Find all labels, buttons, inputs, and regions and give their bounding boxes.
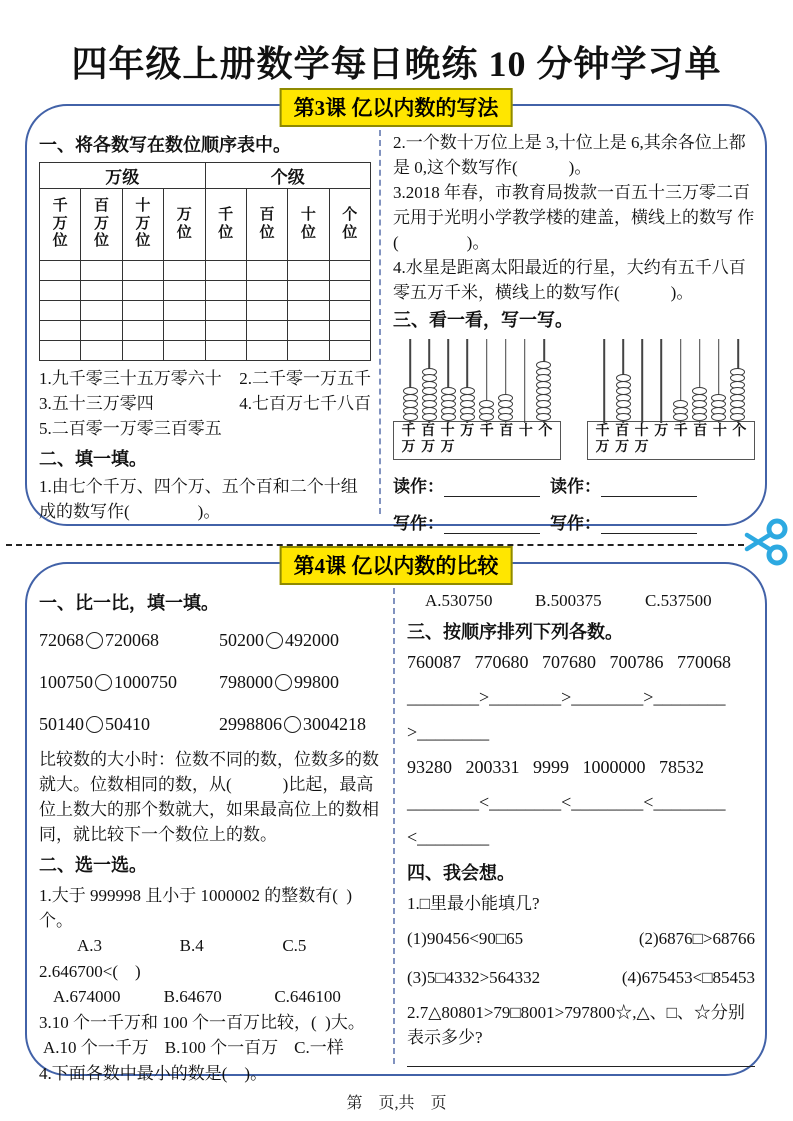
answer-line [407, 1066, 755, 1067]
lesson3-right-column [381, 130, 755, 534]
abacus-rod-label: 万 [654, 424, 669, 439]
lesson4-panel [25, 554, 767, 1083]
abacus-rod [711, 339, 727, 421]
option: A.3 [77, 936, 103, 955]
abacus-rod-label: 百 [693, 424, 708, 439]
lesson3-section3-title: 三、看一看，写一写。 [393, 310, 573, 330]
answer-blank [601, 517, 697, 534]
choice-4-options [407, 588, 755, 614]
abacus-bead [536, 413, 551, 421]
fill-item-4: 4.水星是距离太阳最近的行星，大约有五千八百零五万千米，横线上的数写作( )。 [393, 258, 746, 302]
write-label: 写作： [393, 514, 444, 534]
compare-pair: 2998806 3004218 [219, 714, 366, 734]
option: B.64670 [163, 987, 222, 1006]
abacus-rod-label: 百 [499, 424, 514, 439]
compare-pair: 50200 492000 [219, 630, 339, 650]
compare-pair: 50140 50410 [39, 714, 150, 734]
option: B.500375 [535, 591, 602, 610]
lesson4-section4-title: 四、我会想。 [407, 863, 515, 883]
fill-item-1: 1.由七个千万、四个万、五个百和二个十组成的数写作( )。 [39, 477, 358, 521]
abacus-bead [692, 413, 707, 421]
compare-pair: 72068 720068 [39, 630, 159, 650]
abacus-rod-label: 个 [538, 424, 553, 439]
abacus-rod [479, 339, 495, 421]
abacus-rod [692, 339, 708, 421]
abacus-rod-label: 百万 [615, 424, 630, 456]
abacus-rod-label: 个 [732, 424, 747, 439]
option: A.10 个一千万 [43, 1038, 149, 1057]
fill-item-2: 2.一个数十万位上是 3,十位上是 6,其余各位上都是 0,这个数写作( )。 [393, 133, 746, 177]
option: B.4 [179, 936, 204, 955]
order-blanks-2a: ________<________<________<________ [407, 792, 726, 812]
write-items-row3: 5.二百零一万零三百零五 [39, 419, 222, 438]
choice-1-options [39, 933, 385, 959]
abacus-rod [498, 339, 514, 421]
abacus-bead [498, 413, 513, 421]
abacus-row [393, 339, 755, 460]
think-1: 1.□里最小能填几? [407, 894, 540, 913]
table-empty-row [40, 261, 371, 281]
lesson3-header: 第3课 亿以内数的写法 [280, 88, 513, 127]
abacus-rod [517, 339, 533, 421]
abacus-rod-label: 万 [460, 424, 475, 439]
order-blanks-2b: <________ [407, 827, 490, 847]
abacus-rod [673, 339, 689, 421]
think-2: 2.7△80801>79□8001>797800☆,△、□、☆分别表示多少? [407, 1003, 745, 1047]
compare-pair: 100750 1000750 [39, 672, 177, 692]
lesson4-section3-title: 三、按顺序排列下列各数。 [407, 622, 623, 642]
abacus-rod-label: 百万 [421, 424, 436, 456]
order-numbers-2: 93280 200331 9999 1000000 78532 [407, 757, 704, 777]
option: C.5 [282, 936, 307, 955]
order-blanks-1a: ________>________>________>________ [407, 687, 726, 707]
compare-pair: 798000 99800 [219, 672, 339, 692]
read-label: 读作： [550, 477, 601, 497]
write-items-row1 [39, 366, 371, 391]
write-item: 3.五十三万零四 [39, 394, 154, 413]
lesson4-header: 第4课 亿以内数的比较 [280, 546, 513, 585]
abacus-rod-label: 千万 [595, 424, 610, 456]
abacus-rod [596, 339, 612, 421]
abacus-rod-label: 十万 [440, 424, 455, 456]
lesson4-section2-title: 二、选一选。 [39, 855, 147, 875]
answer-blank [444, 480, 540, 497]
think-item: (4)675453<□85453 [621, 968, 755, 987]
abacus-rod [634, 339, 650, 421]
abacus-bead [403, 413, 418, 421]
fill-item-3: 3.2018 年春，市教育局拨款一百五十三万零二百元用于光明小学教学楼的建盖，横线上的数写 作( )。 [393, 183, 755, 252]
write-item: 2.二千零一万五千 [239, 369, 371, 388]
digit-header: 十万位 [122, 189, 163, 261]
think-1-row1 [407, 926, 755, 951]
write-line [393, 509, 755, 534]
option: A.530750 [425, 591, 493, 610]
abacus-rod [615, 339, 631, 421]
read-label: 读作： [393, 477, 444, 497]
choice-2: 2.646700<( ) [39, 962, 141, 981]
write-item: 1.九千零三十五万零六十 [39, 369, 222, 388]
compare-circle [86, 632, 103, 649]
abacus-rod-label: 千 [479, 424, 494, 439]
choice-1: 1.大于 999998 且小于 1000002 的整数有( )个。 [39, 886, 353, 930]
table-empty-row [40, 301, 371, 321]
lesson4-left-column [39, 588, 395, 1083]
write-items-row2 [39, 391, 371, 416]
abacus-label-box [393, 421, 561, 460]
lesson3-section2-title: 二、填一填。 [39, 449, 147, 469]
lesson3-panel [25, 96, 767, 534]
compare-pairs-grid [39, 630, 385, 735]
choice-2-options [39, 984, 385, 1010]
abacus-label-box [587, 421, 755, 460]
table-empty-row [40, 281, 371, 301]
option: C.646100 [274, 987, 341, 1006]
option: B.100 个一百万 [164, 1038, 279, 1057]
read-line [393, 472, 755, 497]
abacus-rod-label: 十万 [634, 424, 649, 456]
abacus-rod-label: 千 [673, 424, 688, 439]
abacus-bead [673, 413, 688, 421]
abacus-rod [653, 339, 669, 421]
compare-circle [266, 632, 283, 649]
lesson3-section1-title: 一、将各数写在数位顺序表中。 [39, 135, 291, 155]
table-empty-row [40, 321, 371, 341]
choice-3: 3.10 个一千万和 100 个一百万比较，( )大。 [39, 1013, 365, 1032]
answer-blank [601, 480, 697, 497]
abacus-rod-label: 千万 [401, 424, 416, 456]
digit-header: 十位 [288, 189, 329, 261]
lesson3-left-column [39, 130, 381, 521]
abacus-rod [421, 339, 437, 421]
compare-circle [86, 716, 103, 733]
write-item: 4.七百万七千八百 [239, 394, 371, 413]
scissors-icon [741, 513, 791, 571]
abacus-right [587, 339, 755, 460]
comparison-rule-text: 比较数的大小时：位数不同的数，位数多的数就大。位数相同的数，从( )比起，最高位上数大的那个数就大，如果最高位上的数相同，就比较下一个数位上的数。 [39, 750, 379, 844]
table-empty-row [40, 341, 371, 361]
choice-3-options [39, 1035, 385, 1061]
place-value-table [39, 162, 371, 361]
digit-header: 千万位 [40, 189, 81, 261]
abacus-rod [730, 339, 746, 421]
write-label: 写作： [550, 514, 601, 534]
think-item: (2)6876□>68766 [638, 929, 755, 948]
compare-circle [95, 674, 112, 691]
abacus-bead [479, 413, 494, 421]
abacus-bead [616, 413, 631, 421]
table-group-wan: 万级 [40, 163, 206, 189]
abacus-left [393, 339, 561, 460]
digit-header: 百万位 [81, 189, 122, 261]
option: A.674000 [53, 987, 121, 1006]
order-numbers-1: 760087 770680 707680 700786 770068 [407, 652, 731, 672]
table-group-ge: 个级 [205, 163, 371, 189]
lesson4-right-column [395, 588, 755, 1064]
page-footer: 第 页,共 页 [346, 1095, 447, 1112]
abacus-bead [422, 413, 437, 421]
page-title: 四年级上册数学每日晚练 10 分钟学习单 [71, 44, 722, 84]
abacus-rod [402, 339, 418, 421]
choice-4: 4.下面各数中最小的数是( )。 [39, 1064, 268, 1083]
digit-header: 百位 [246, 189, 287, 261]
compare-circle [284, 716, 301, 733]
think-1-row2 [407, 965, 755, 990]
abacus-rod [536, 339, 552, 421]
abacus-bead [441, 413, 456, 421]
order-blanks-1b: >________ [407, 722, 490, 742]
abacus-rod [459, 339, 475, 421]
abacus-bead [711, 413, 726, 421]
digit-header: 万位 [164, 189, 205, 261]
think-item: (1)90456<90□65 [407, 929, 524, 948]
digit-header: 千位 [205, 189, 246, 261]
abacus-rod-label: 十 [518, 424, 533, 439]
think-item: (3)5□4332>564332 [407, 968, 541, 987]
compare-circle [275, 674, 292, 691]
abacus-rod [440, 339, 456, 421]
abacus-bead [730, 413, 745, 421]
abacus-bead [460, 413, 475, 421]
digit-header: 个位 [329, 189, 370, 261]
option: C.一样 [294, 1038, 344, 1057]
abacus-rod-label: 十 [712, 424, 727, 439]
answer-blank [444, 517, 540, 534]
option: C.537500 [645, 591, 712, 610]
lesson4-section1-title: 一、比一比，填一填。 [39, 593, 219, 613]
